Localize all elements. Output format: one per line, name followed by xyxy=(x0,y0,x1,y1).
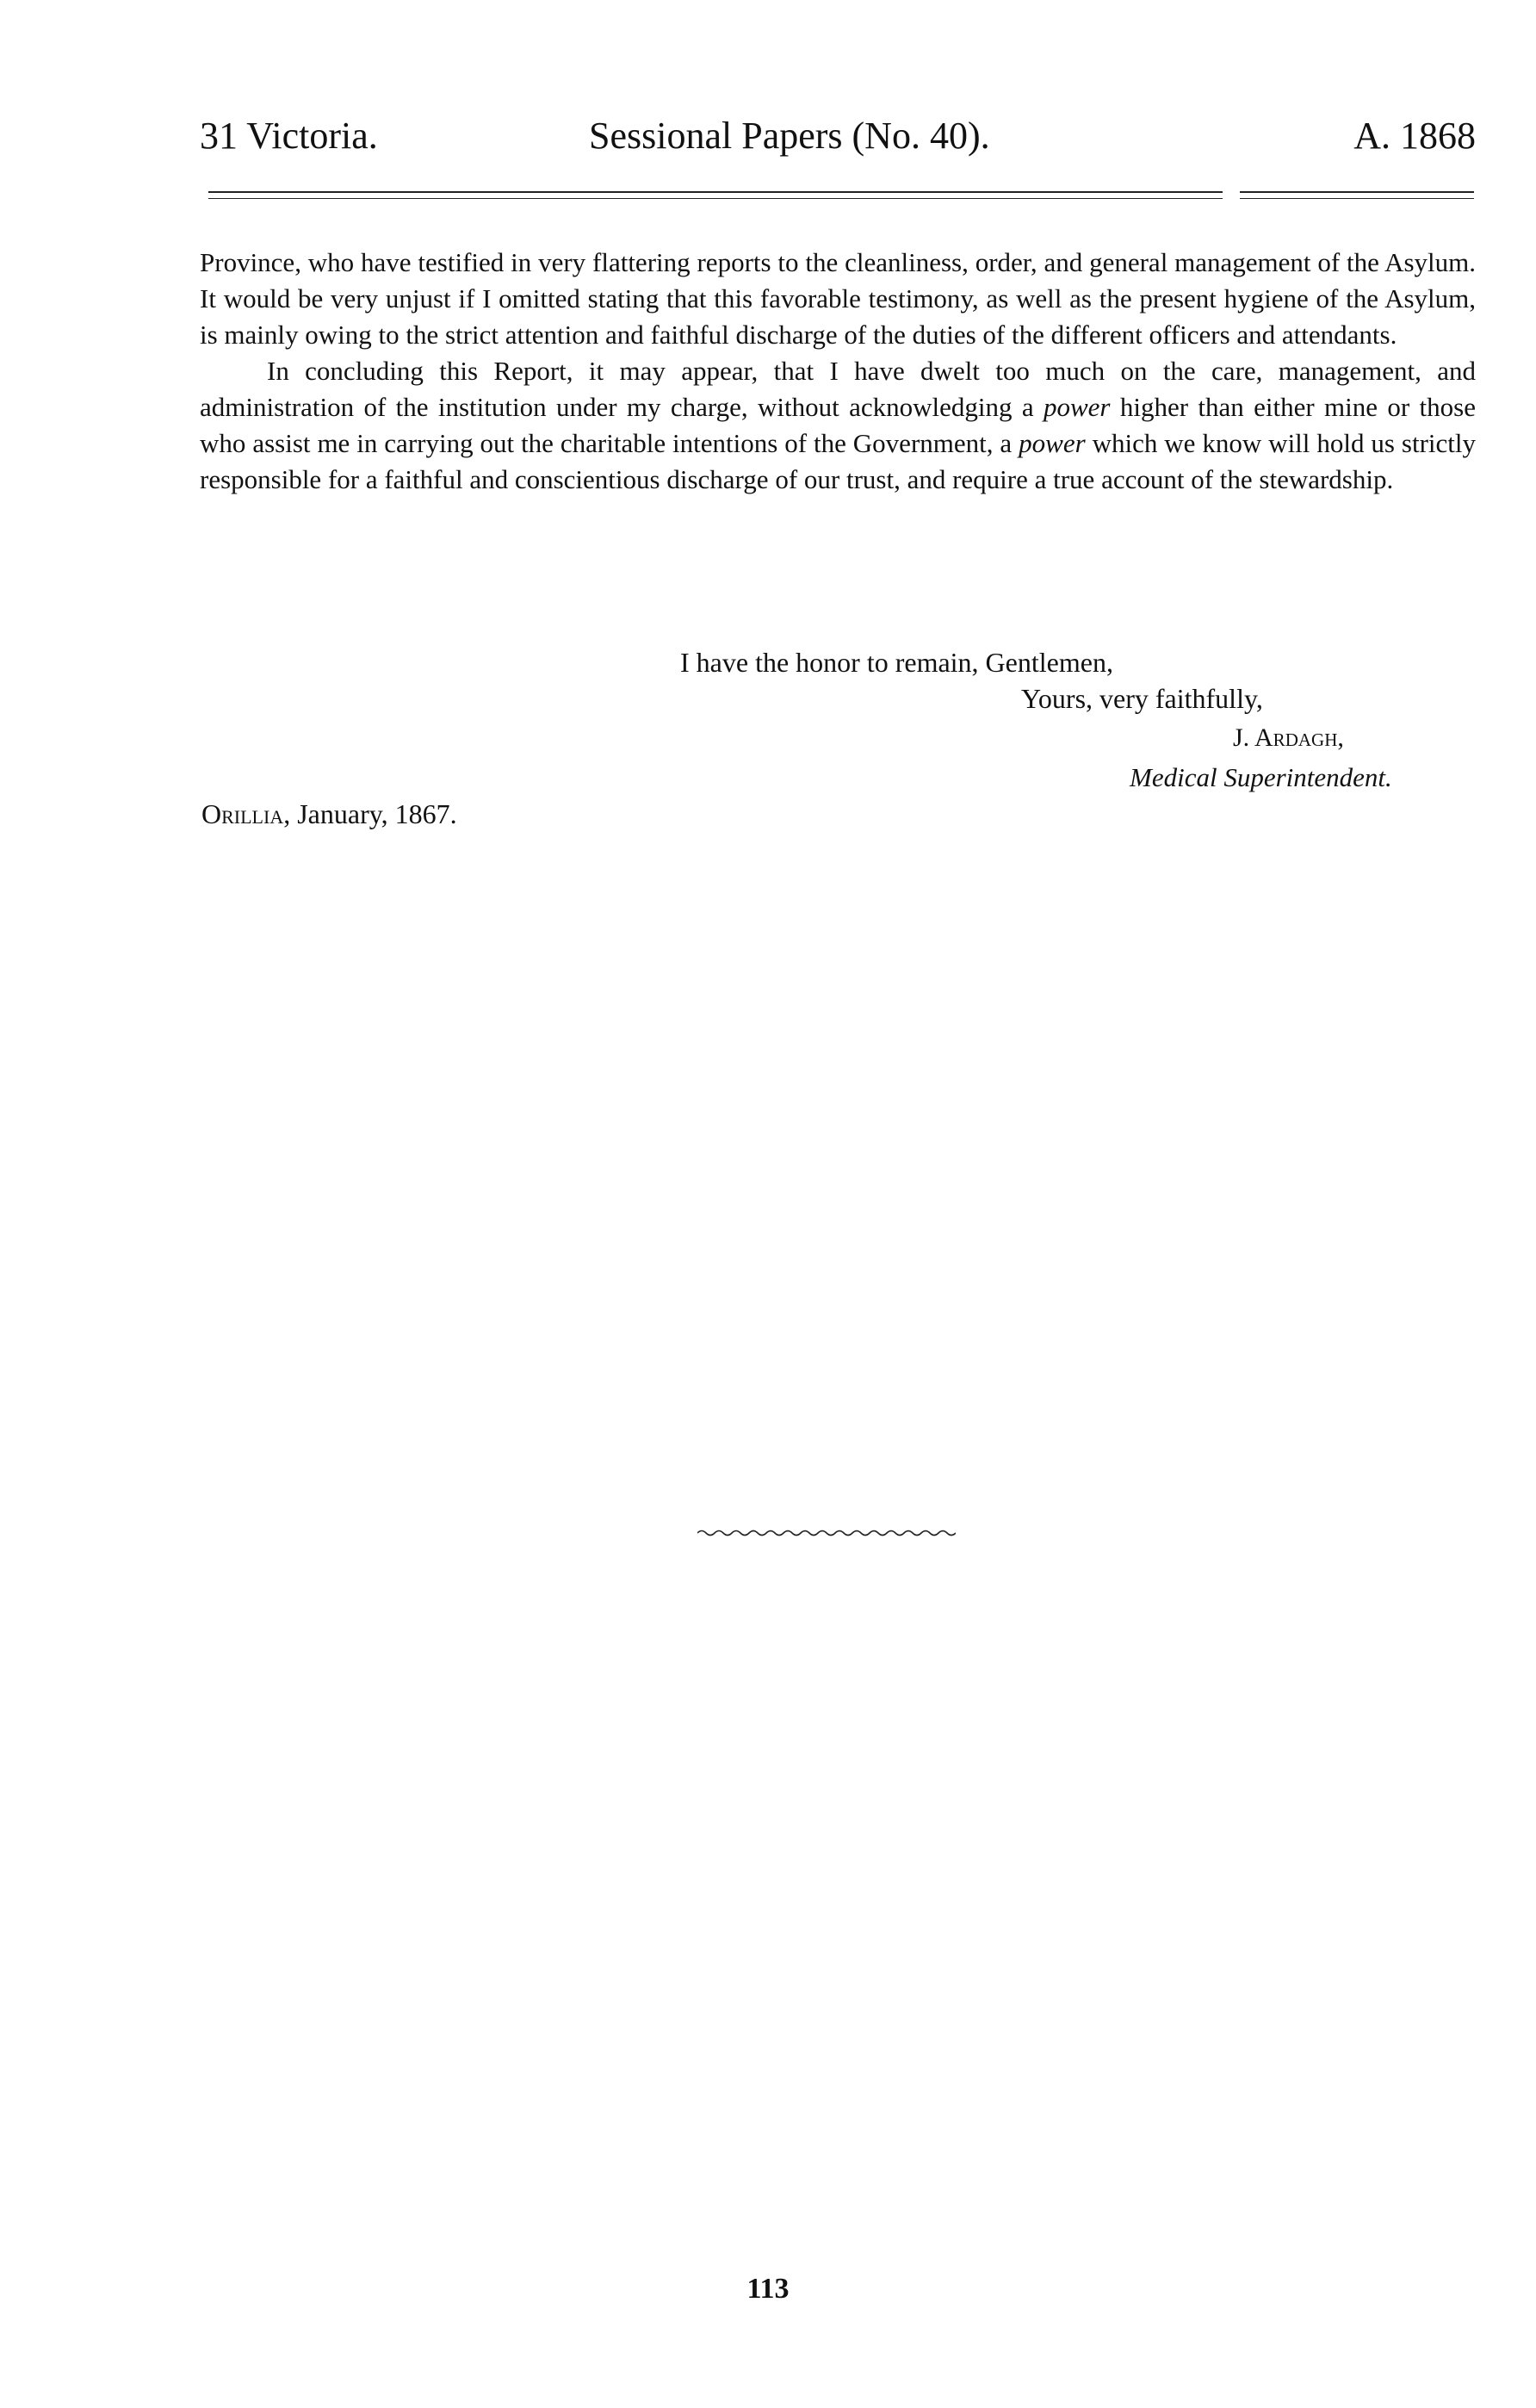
header-year: A. 1868 xyxy=(1353,115,1476,157)
signature-name: J. Ardagh, xyxy=(1233,723,1344,752)
header-session: 31 Victoria. xyxy=(200,115,378,157)
emphasis-power: power xyxy=(1043,392,1111,422)
date-text: , January, 1867. xyxy=(283,798,457,829)
paragraph-text: In concluding this Report, it may appear, that I have dwelt too much on the care, management, and administration of the institution under my charge, without acknowledging a xyxy=(200,356,1476,422)
paragraph-text: which we know will hold us strictly responsible for a faithful and conscientious discharge of our trust, and require a true account of the stewardship. xyxy=(200,428,1476,494)
emphasis-power: power xyxy=(1019,428,1086,458)
wavy-rule-ornament xyxy=(697,1526,956,1540)
running-header xyxy=(200,110,1476,162)
header-rule-left-thin xyxy=(208,198,1223,199)
closing-salutation: I have the honor to remain, Gentlemen, xyxy=(680,647,1113,678)
report-body xyxy=(200,245,1476,498)
place-date-line xyxy=(201,796,457,832)
signature-title: Medical Superintendent. xyxy=(1130,762,1392,792)
header-paper-title: Sessional Papers (No. 40). xyxy=(589,115,990,157)
header-rule-right xyxy=(1240,191,1474,193)
paragraph-text: higher than either mine or those who assist me in carrying out the charitable intentions of the Government, a xyxy=(200,392,1476,458)
paragraph-concluding xyxy=(200,353,1476,498)
header-rule-right-thin xyxy=(1240,198,1474,199)
complimentary-close: Yours, very faithfully, xyxy=(1021,683,1263,714)
header-rule-left xyxy=(208,191,1223,193)
page-number: 113 xyxy=(746,2273,790,2305)
place-name: Orillia xyxy=(201,798,284,829)
paragraph-continuation: Province, who have testified in very flattering reports to the cleanliness, order, and general management of the Asylum. It would be very unjust if I omitted stating that this favorable testimony, as well as the present hygiene of the Asylum, is mainly owing to the strict attention and faithful discharge of the duties of the different officers and attendants. xyxy=(200,247,1476,350)
